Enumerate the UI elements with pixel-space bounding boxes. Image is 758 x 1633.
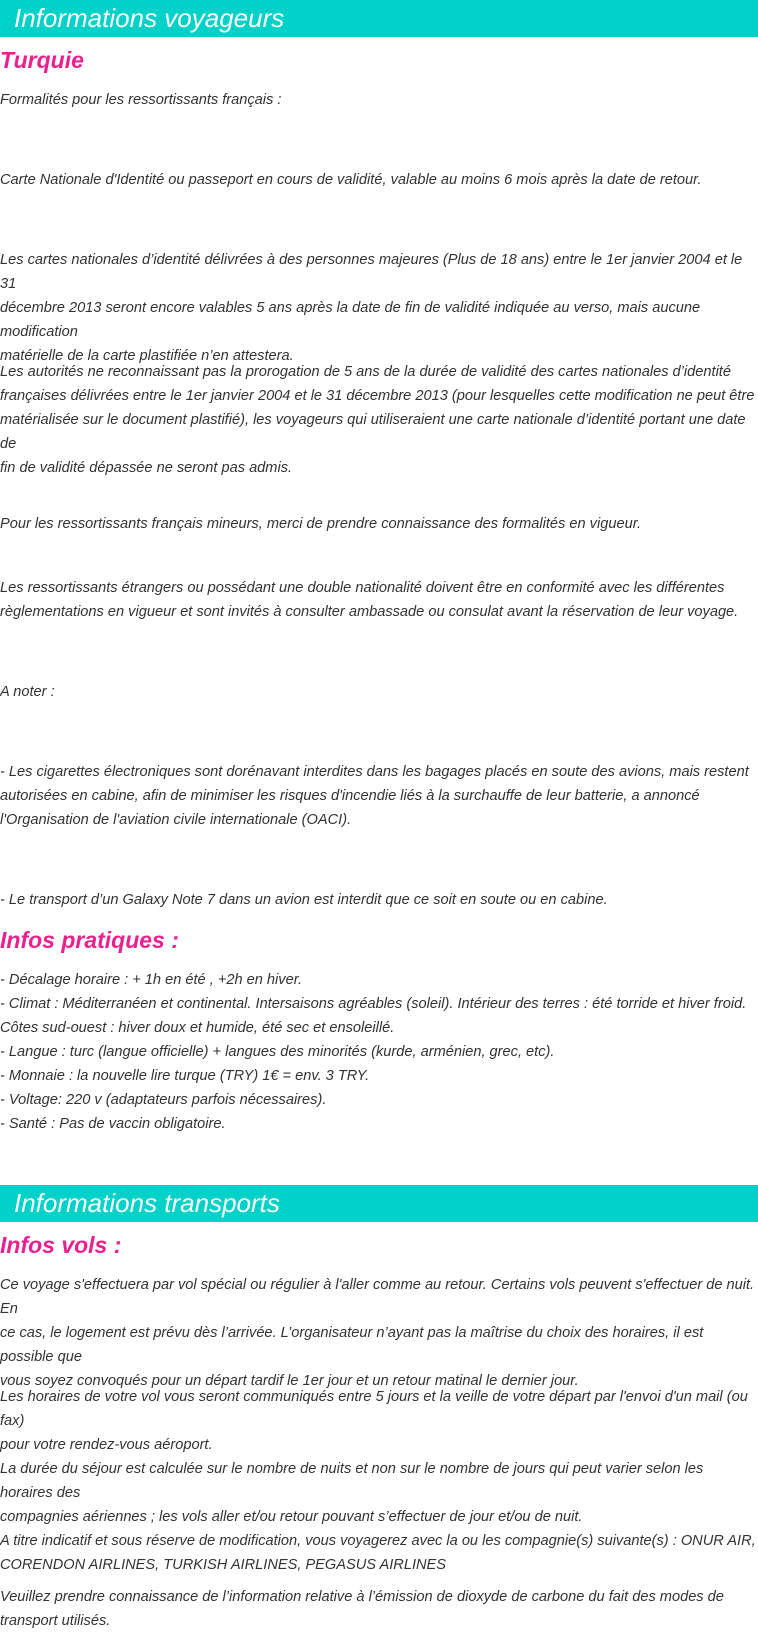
foreigners-text: Les ressortissants étrangers ou possédant une double nationalité doivent être en conformité avec les différentes règlementations en vigueur et sont invités à consulter ambassade ou consulat avant la réservation de leur voyage. <box>0 580 739 620</box>
note-galaxy: - Le transport d’un Galaxy Note 7 dans un avion est interdit que ce soit en soute ou en cabine. <box>0 892 608 908</box>
minors-text: Pour les ressortissants français mineurs, merci de prendre connaissance des formalités en vigueur. <box>0 516 642 532</box>
note-cigarettes: - Les cigarettes électroniques sont dorénavant interdites dans les bagages placés en soute des avions, mais restent autorisées en cabine, afin de minimiser les risques d'incendie liés à la surchauffe de leur batterie, a annoncé l'Organisation de l'aviation civile internationale (OACI). <box>0 764 749 828</box>
id-card-text: Carte Nationale d'Identité ou passeport en cours de validité, valable au moins 6 mois après la date de retour. <box>0 172 702 188</box>
id-validity-text: Les cartes nationales d’identité délivrées à des personnes majeures (Plus de 18 ans) entre le 1er janvier 2004 et le 31 décembre 2013 seront encore valables 5 ans après la date de fin de validité indiquée au verso, mais aucune modification matérielle de la carte plastifiée n’en attestera. <box>0 252 743 364</box>
section-header-transports <box>0 1185 758 1222</box>
flights-heading: Infos vols : <box>0 1232 122 1258</box>
practical-heading: Infos pratiques : <box>0 927 179 953</box>
flights-paragraph-1: Ce voyage s'effectuera par vol spécial ou régulier à l'aller comme au retour. Certains vols peuvent s'effectuer de nuit. En ce cas, le logement est prévu dès l’arrivée. L’organisateur n’ayant pas la maîtrise du choix des horaires, il est possible que vous soyez convoqués pour un départ tardif le 1er jour et un retour matinal le dernier jour. <box>0 1277 755 1389</box>
practical-list: - Décalage horaire : + 1h en été , +2h en hiver. - Climat : Méditerranéen et continental. Intersaisons agréables (soleil). Intérieur des terres : été torride et hiver froid. Côtes sud-ouest : hiver doux et humide, été sec et ensoleillé. - Langue : turc (langue officielle) + langues des minorités (kurde, arménien, grec, etc). - Monnaie : la nouvelle lire turque (TRY) 1€ = env. 3 TRY. - Voltage: 220 v (adaptateurs parfois nécessaires). - Santé : Pas de vaccin obligatoire. <box>0 972 747 1132</box>
section-header-voyageurs <box>0 0 758 37</box>
section-title: Informations transports <box>14 1188 280 1218</box>
flights-paragraph-2: Les horaires de votre vol vous seront communiqués entre 5 jours et la veille de votre départ par l'envoi d'un mail (ou fax) pour votre rendez-vous aéroport. La durée du séjour est calculée sur le nombre de nuits et non sur le nombre de jours qui peut varier selon les horaires des compagnies aériennes ; les vols aller et/ou retour pouvant s’effectuer de jour et/ou de nuit. A titre indicatif et sous réserve de modification, vous voyagerez avec la ou les compagnie(s) suivante(s) : ONUR AIR, CORENDON AIRLINES, TURKISH AIRLINES, PEGASUS AIRLINES <box>0 1389 756 1573</box>
flights-paragraph-3: Veuillez prendre connaissance de l’information relative à l’émission de dioxyde de carbone du fait des modes de transport utilisés. <box>0 1589 724 1629</box>
note-label: A noter : <box>0 684 55 700</box>
section-title: Informations voyageurs <box>14 3 285 33</box>
authorities-text: Les autorités ne reconnaissant pas la prorogation de 5 ans de la durée de validité des cartes nationales d’identité françaises délivrées entre le 1er janvier 2004 et le 31 décembre 2013 (pour lesquelles cette modification ne peut être matérialisée sur le document plastifié), les voyageurs qui utiliseraient une carte nationale d’identité portant une date de fin de validité dépassée ne seront pas admis. <box>0 364 755 476</box>
country-heading: Turquie <box>0 47 84 73</box>
formalities-label: Formalités pour les ressortissants français : <box>0 92 282 108</box>
